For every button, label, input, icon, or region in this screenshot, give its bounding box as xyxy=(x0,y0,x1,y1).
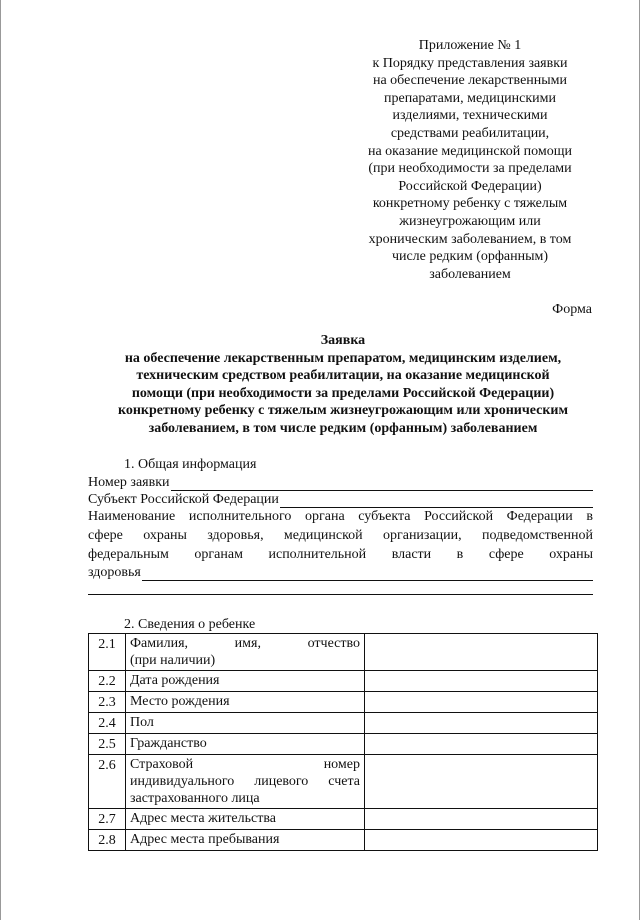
org-name-blank-line[interactable] xyxy=(88,594,593,595)
row-number: 2.3 xyxy=(89,692,126,713)
table-row xyxy=(89,734,598,755)
row-number: 2.1 xyxy=(89,634,126,671)
document-title xyxy=(88,332,598,438)
row-label xyxy=(126,634,365,671)
row-label xyxy=(126,755,365,809)
section-1-heading: 1. Общая информация xyxy=(124,457,257,472)
row-label: Дата рождения xyxy=(126,671,365,692)
row-value-cell[interactable] xyxy=(365,634,598,671)
row-label: Адрес места жительства xyxy=(126,809,365,830)
row-value-cell[interactable] xyxy=(365,671,598,692)
subject-blank[interactable] xyxy=(280,494,593,508)
appendix-line: к Порядку представления заявки xyxy=(372,55,568,71)
row-label: Гражданство xyxy=(126,734,365,755)
row-value-cell[interactable] xyxy=(365,734,598,755)
org-name-field[interactable] xyxy=(88,564,593,581)
table-row xyxy=(89,830,598,851)
row-number: 2.5 xyxy=(89,734,126,755)
row-value-cell[interactable] xyxy=(365,692,598,713)
org-text-line: сфере охраны здоровья, медицинской организации, подведомственной xyxy=(88,528,593,543)
title-line: заболеванием, в том числе редким (орфанным) заболеванием xyxy=(148,420,538,436)
table-row xyxy=(89,713,598,734)
section-2-heading: 2. Сведения о ребенке xyxy=(124,617,256,632)
row-label-line: (при наличии) xyxy=(130,653,216,668)
title-line: техническим средством реабилитации, на оказание медицинской xyxy=(136,368,550,384)
appendix-header xyxy=(345,37,595,283)
appendix-line: средствами реабилитации, xyxy=(390,125,550,141)
table-row xyxy=(89,809,598,830)
org-text-line: федеральным органам исполнительной власти в сфере охраны xyxy=(88,547,593,562)
row-number: 2.2 xyxy=(89,671,126,692)
request-number-blank[interactable] xyxy=(171,477,593,491)
appendix-line: числе редким (орфанным) xyxy=(391,249,549,265)
table-row xyxy=(89,692,598,713)
row-value-cell[interactable] xyxy=(365,830,598,851)
form-label: Форма xyxy=(552,302,592,317)
row-number: 2.8 xyxy=(89,830,126,851)
child-info-table xyxy=(88,633,598,851)
scan-edge-left xyxy=(0,0,1,920)
row-value-cell[interactable] xyxy=(365,713,598,734)
appendix-line: заболеванием xyxy=(429,266,511,282)
appendix-line: на обеспечение лекарственными xyxy=(372,73,568,89)
row-value-cell[interactable] xyxy=(365,755,598,809)
row-label: Место рождения xyxy=(126,692,365,713)
appendix-line: Приложение № 1 xyxy=(418,38,522,53)
appendix-line: жизнеугрожающим или xyxy=(399,213,541,229)
title-line: на обеспечение лекарственным препаратом, медицинским изделием, xyxy=(124,350,562,366)
appendix-line: хроническим заболеванием, в том xyxy=(368,231,572,247)
org-last-word: здоровья xyxy=(88,565,141,580)
subject-field[interactable] xyxy=(88,491,593,508)
row-label-line: индивидуального лицевого счета xyxy=(130,774,360,789)
appendix-line: (при необходимости за пределами xyxy=(368,161,572,177)
row-label: Пол xyxy=(126,713,365,734)
table-row xyxy=(89,671,598,692)
appendix-line: на оказание медицинской помощи xyxy=(367,143,573,159)
appendix-line: конкретному ребенку с тяжелым xyxy=(372,196,568,212)
row-label-line: Фамилия, имя, отчество xyxy=(130,636,360,651)
appendix-line: изделиями, техническими xyxy=(392,108,548,124)
title-line: помощи (при необходимости за пределами Российской Федерации) xyxy=(131,385,555,401)
row-value-cell[interactable] xyxy=(365,809,598,830)
org-name-blank[interactable] xyxy=(142,567,593,581)
title-heading: Заявка xyxy=(320,333,366,348)
org-text-line: Наименование исполнительного органа субъекта Российской Федерации в xyxy=(88,509,593,524)
row-number: 2.4 xyxy=(89,713,126,734)
table-row xyxy=(89,634,598,671)
subject-label: Субъект Российской Федерации xyxy=(88,492,279,507)
row-number: 2.6 xyxy=(89,755,126,809)
request-number-label: Номер заявки xyxy=(88,475,170,490)
row-label-line: застрахованного лица xyxy=(130,791,260,806)
row-label-line: Страховой номер xyxy=(130,757,360,772)
request-number-field[interactable] xyxy=(88,474,593,491)
appendix-line: Российской Федерации) xyxy=(398,178,542,194)
appendix-line: препаратами, медицинскими xyxy=(384,90,556,106)
row-label: Адрес места пребывания xyxy=(126,830,365,851)
table-row xyxy=(89,755,598,809)
row-number: 2.7 xyxy=(89,809,126,830)
title-line: конкретному ребенку с тяжелым жизнеугрожающим или хроническим xyxy=(117,403,569,419)
